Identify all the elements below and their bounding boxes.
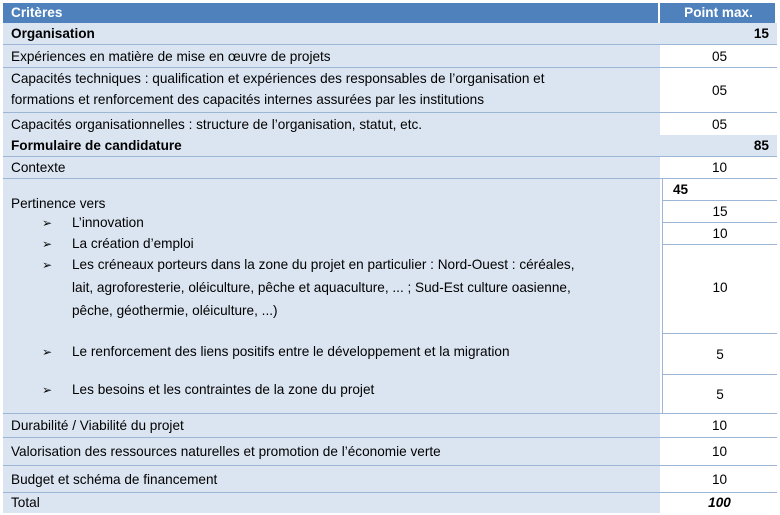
total-label: Total [11, 495, 40, 510]
table-row [3, 414, 777, 438]
pertinence-item: Les besoins et les contraintes de la zone du projet [72, 382, 375, 397]
row-label: Capacités organisationnelles : structure de l’organisation, statut, etc. [11, 117, 423, 132]
arrow-bullet-icon: ➢ [42, 383, 53, 397]
section-title: Formulaire de candidature [11, 138, 182, 153]
pertinence-item: L’innovation [72, 215, 144, 230]
row-label: Durabilité / Viabilité du projet [11, 418, 184, 433]
pertinence-block [3, 179, 777, 414]
section-total: 85 [753, 138, 769, 153]
arrow-bullet-icon: ➢ [42, 258, 53, 272]
section-organisation [3, 23, 777, 45]
table-row [3, 466, 777, 493]
table-row [3, 68, 777, 113]
row-points: 05 [711, 117, 728, 132]
pertinence-label: Pertinence vers [11, 196, 106, 211]
row-points: 10 [711, 444, 728, 459]
pertinence-item-line3: pêche, géothermie, oléiculture, ...) [72, 303, 278, 318]
section-formulaire [3, 135, 777, 157]
row-points: 10 [711, 472, 728, 487]
row-points: 5 [716, 387, 724, 402]
header-points: Point max. [684, 5, 753, 20]
table-row [3, 45, 777, 68]
row-points: 10 [711, 160, 728, 175]
arrow-bullet-icon: ➢ [42, 345, 53, 359]
row-points: 05 [711, 83, 728, 98]
pertinence-item: La création d’emploi [72, 236, 194, 251]
pertinence-item-line2: lait, agroforesterie, oléiculture, pêche et aquaculture, ... ; Sud-Est culture oasienne, [72, 280, 571, 295]
total-points: 100 [708, 495, 731, 510]
section-total: 15 [753, 26, 769, 41]
row-points: 5 [716, 347, 724, 362]
table-row [3, 157, 777, 179]
total-row [3, 493, 777, 513]
table-row [3, 438, 777, 466]
criteria-table [3, 3, 777, 513]
row-label-line1: Capacités techniques : qualification et expériences des responsables de l’organisation et [11, 71, 545, 86]
row-label-line2: formations et renforcement des capacités internes assurées par les institutions [11, 92, 484, 107]
row-points: 10 [712, 226, 728, 241]
header-criteria: Critères [11, 5, 63, 20]
pertinence-item: Le renforcement des liens positifs entre le développement et la migration [72, 344, 510, 359]
row-label: Expériences en matière de mise en œuvre de projets [11, 49, 331, 64]
pertinence-item-line1: Les créneaux porteurs dans la zone du projet en particulier : Nord-Ouest : céréales, [72, 257, 575, 272]
row-label: Valorisation des ressources naturelles et promotion de l’économie verte [11, 444, 441, 459]
row-label: Budget et schéma de financement [11, 472, 218, 487]
row-points: 05 [711, 49, 728, 64]
row-label: Contexte [11, 160, 66, 175]
arrow-bullet-icon: ➢ [42, 216, 53, 230]
row-points: 15 [712, 204, 728, 219]
table-row [3, 113, 777, 136]
row-points: 10 [711, 418, 728, 433]
arrow-bullet-icon: ➢ [42, 237, 53, 251]
section-title: Organisation [11, 26, 95, 41]
row-points: 10 [712, 280, 728, 295]
table-header [3, 3, 777, 23]
pertinence-total: 45 [673, 182, 689, 197]
